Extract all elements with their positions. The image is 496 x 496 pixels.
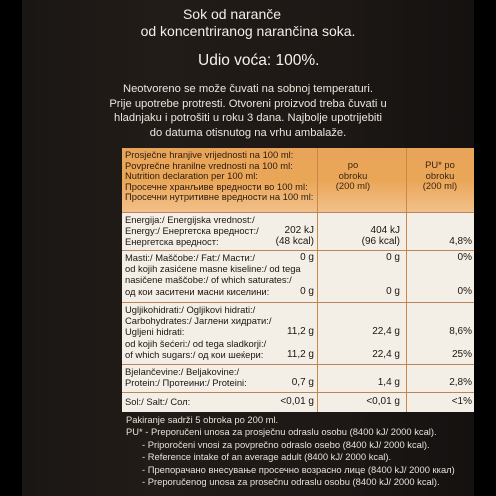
protein-label — [125, 366, 247, 388]
header-word: obroku — [338, 169, 368, 181]
salt-label: Sol:/ Salt:/ Сол: — [125, 396, 191, 407]
fruit-share: Udio voća: 100%. — [198, 52, 320, 69]
product-name: Sok od naranče — [182, 6, 282, 22]
row-divider — [122, 392, 474, 393]
header-word: po — [347, 159, 359, 170]
info-line: do datuma otisnutog na vrhu ambalaže. — [149, 126, 347, 139]
label-line: Protein:/ Протеини:/ Proteini: — [125, 377, 247, 389]
header-word: PU* po — [425, 159, 455, 170]
protein-serving: 1,4 g — [377, 377, 400, 388]
label-line: of which sugars:/ од кои шеќери: — [125, 348, 264, 360]
label-line: nasičene maščobe:/ of which saturates:/ — [125, 274, 292, 286]
reference-intake-note: - Препорачано внесување просечно возрасно лице (8400 kJ/ 2000 ккал) — [142, 463, 455, 475]
nutrition-table-header — [122, 148, 474, 212]
label-line: od kojih zasićene masne kiseline:/ od tega — [125, 263, 301, 275]
row-divider — [122, 364, 474, 365]
reference-intake-note: PU* - Preporučeni unosa za prosječnu odraslu osobu (8400 kJ/ 2000 kcal). — [126, 426, 437, 438]
header-line: Просечне хранљиве вредности во 100 ml: — [125, 180, 308, 192]
storage-instructions — [22, 82, 474, 140]
carbohydrates-label — [125, 304, 271, 360]
header-word: obroku — [425, 169, 455, 181]
salt-serving: <0,01 g — [366, 396, 400, 407]
per-serving-header — [318, 160, 388, 192]
energy-ri: 4,8% — [449, 236, 472, 247]
footer-notes — [126, 414, 455, 488]
header-line: Prosječne hranjive vrijednosti na 100 ml: — [125, 149, 294, 160]
protein-ri: 2,8% — [449, 377, 472, 388]
sugars-100ml: 11,2 g — [286, 349, 314, 360]
sugars-serving: 22,4 g — [372, 349, 400, 360]
info-line: Neotvoreno se može čuvati na sobnoj temperaturi. — [123, 83, 373, 95]
label-line: Bjelančevine:/ Beljakovine:/ — [125, 366, 240, 377]
column-divider — [317, 148, 318, 412]
header-line: Просечни нутритивне вредности на 100 ml: — [125, 191, 314, 203]
salt-100ml: <0,01 g — [280, 396, 314, 407]
product-header — [22, 6, 474, 40]
reference-intake-note: - Reference intake of an average adult (8400 kJ/ 2000 kcal). — [142, 451, 392, 463]
reference-intake-note: - Priporočeni vnosi za povprečno odraslo osebo (8400 kJ/ 2000 kcal). — [142, 438, 430, 450]
nutrition-table — [122, 148, 474, 412]
label-line: Masti:/ Maščobe:/ Fat:/ Масти:/ — [125, 252, 255, 263]
energy-kj-100ml: 202 kJ — [284, 225, 314, 236]
carbohydrates-serving: 22,4 g — [372, 326, 400, 337]
header-word: (200 ml) — [422, 180, 458, 191]
info-line: Prije upotrebe protresti. Otvoreni proizvod treba čuvati u — [109, 97, 387, 110]
product-description: od koncentriranog narančina soka. — [140, 23, 356, 39]
label-line: od kojih šećeri:/ od tega sladkorji:/ — [125, 337, 267, 349]
label-line: Енергетска вредност: — [125, 236, 219, 248]
energy-label — [125, 214, 259, 248]
header-line: Povprečne hranilne vrednosti na 100 ml: — [125, 159, 293, 171]
left-dark-border — [0, 0, 22, 496]
reference-intake-note: - Preporučenog unosa za prosečnu odraslu osobu (8400 kJ/ 2000 kcal). — [142, 476, 440, 488]
saturates-ri: 0% — [457, 286, 472, 297]
energy-kcal-100ml: (48 kcal) — [275, 236, 314, 247]
row-divider — [122, 212, 474, 213]
carbohydrates-ri: 8,6% — [449, 326, 472, 337]
label-panel — [22, 0, 474, 496]
label-line: Ugljeni hidrati: — [125, 326, 185, 338]
fat-serving: 0 g — [386, 252, 400, 263]
header-line: Nutrition declaration per 100 ml: — [125, 170, 258, 182]
right-dark-border — [474, 0, 496, 496]
header-word: (200 ml) — [335, 180, 371, 191]
salt-ri: <1% — [451, 396, 472, 407]
carbohydrates-100ml: 11,2 g — [286, 326, 314, 337]
saturates-100ml: 0 g — [300, 286, 314, 297]
energy-kcal-serving: (96 kcal) — [361, 236, 400, 247]
info-line: hladnjaku i potrošiti u roku 3 dana. Najbolje upotrijebiti — [113, 112, 383, 125]
label-line: Energy:/ Енергетска вредност:/ — [125, 225, 259, 237]
reference-intake-header — [406, 160, 474, 192]
pack-size-note: Pakiranje sadrži 5 obroka po 200 ml. — [126, 414, 279, 425]
protein-100ml: 0,7 g — [291, 377, 314, 388]
label-line: од кои заситени масни киселини: — [125, 285, 270, 297]
label-line: Carbohydrates:/ Јаглени хидрати:/ — [125, 315, 272, 327]
energy-kj-serving: 404 kJ — [370, 225, 400, 236]
header-label — [125, 150, 313, 203]
label-line: Ugljikohidrati:/ Ogljikovi hidrati:/ — [125, 304, 256, 315]
fat-ri: 0% — [457, 252, 472, 263]
saturates-serving: 0 g — [386, 286, 400, 297]
row-divider — [122, 250, 474, 251]
row-divider — [122, 302, 474, 303]
sugars-ri: 25% — [451, 349, 472, 360]
label-line: Energija:/ Energijska vrednost:/ — [125, 214, 255, 225]
column-divider — [406, 148, 407, 412]
fat-100ml: 0 g — [300, 252, 314, 263]
